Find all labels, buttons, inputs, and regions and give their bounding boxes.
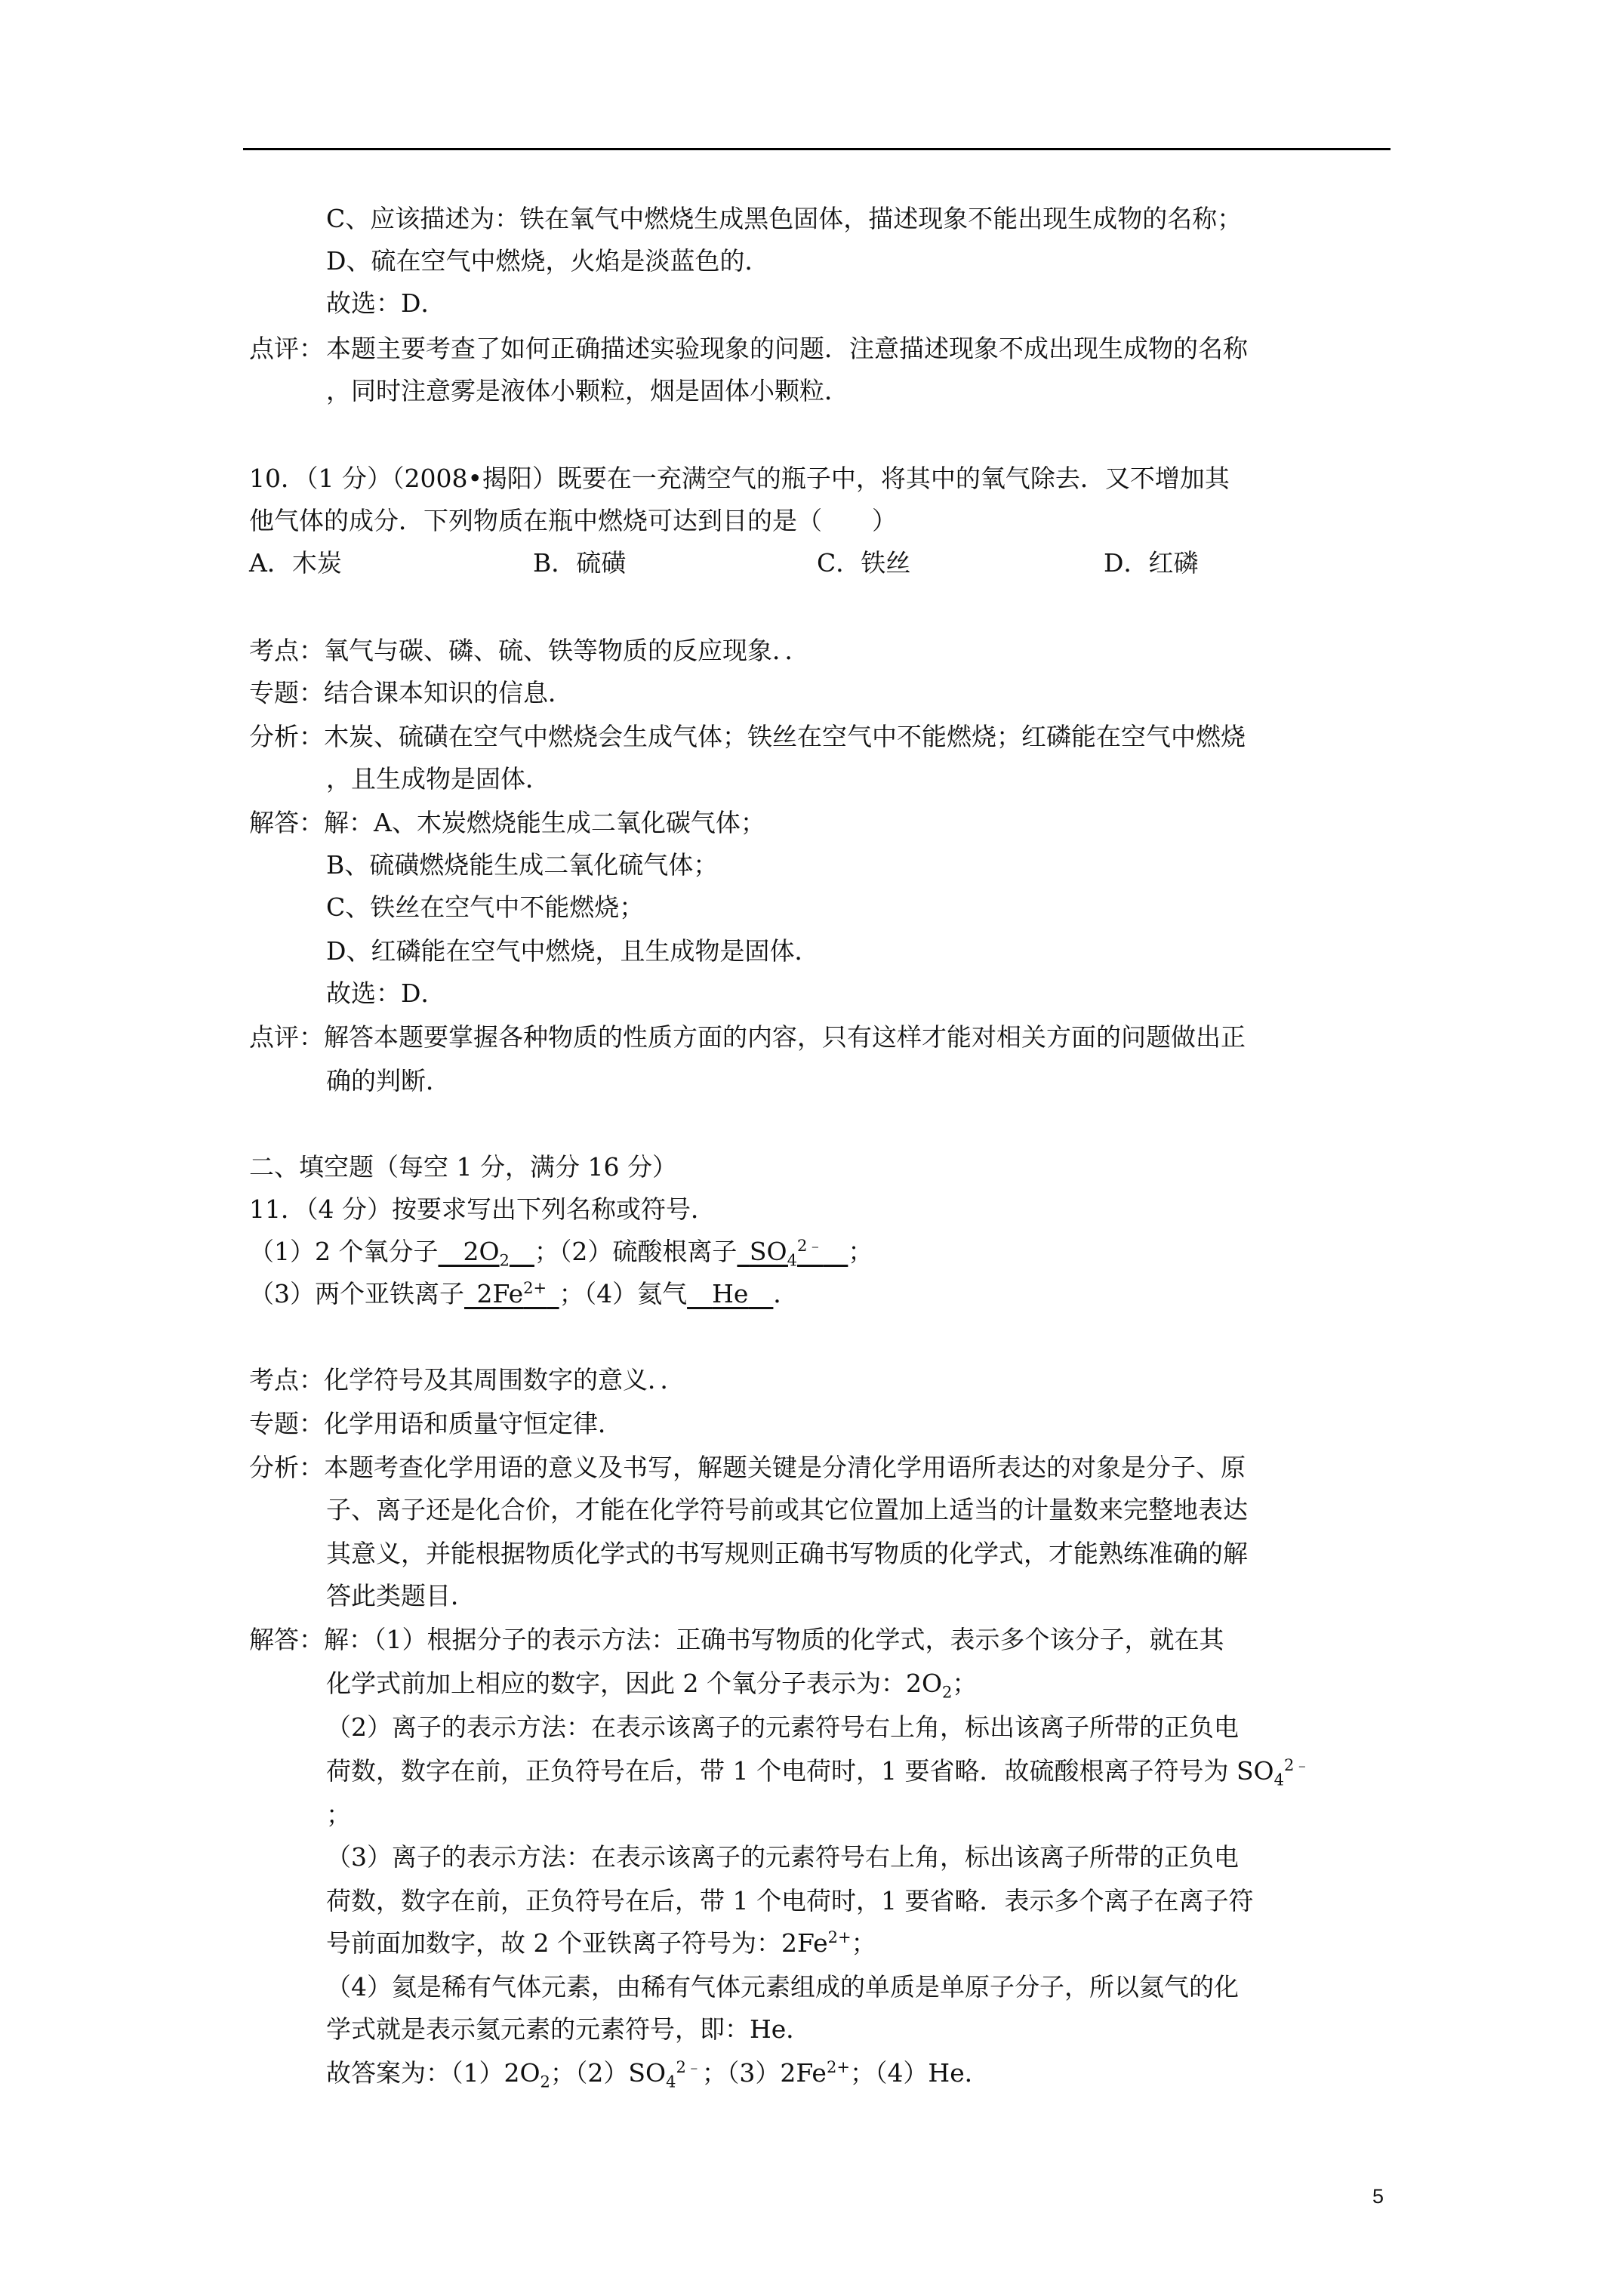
- q10-option-a: A．木炭: [249, 548, 342, 578]
- q11-jieda-line-6: （3）离子的表示方法：在表示该离子的元素符号右上角，标出该离子所带的正负电: [326, 1842, 1239, 1872]
- q11-part-4-answer: He: [712, 1279, 749, 1308]
- q11-jieda-line-5: ；: [326, 1800, 351, 1829]
- q11-jieda-line-10: 学式就是表示氦元素的元素符号，即：He．: [326, 2014, 812, 2044]
- q11-jieda-line-4: 荷数，数字在前，正负符号在后，带 1 个电荷时，1 要省略．故硫酸根离子符号为 $SO_4^{2﹣}$: [326, 1756, 1310, 1789]
- q10-fenxi-line-2: ，且生成物是固体．: [326, 764, 550, 794]
- q9-comment-line-1: 本题主要考查了如何正确描述实验现象的问题．注意描述现象不成出现生成物的名称: [326, 334, 1248, 363]
- q10-option-d: D．红磷: [1104, 548, 1199, 578]
- q11-fenxi-line-4: 答此类题目．: [326, 1581, 476, 1610]
- q11-jieda-line-1: 解答：解：（1）根据分子的表示方法：正确书写物质的化学式，表示多个该分子，就在其: [249, 1625, 1224, 1654]
- q11-jieda-line-3: （2）离子的表示方法：在表示该离子的元素符号右上角，标出该离子所带的正负电: [326, 1712, 1239, 1742]
- q11-jieda-line-8: 号前面加数字，故 2 个亚铁离子符号为：$2Fe^{2+}$；: [326, 1928, 876, 1958]
- q11-final-answer: 故答案为：$(1)2O_2$；$(2)SO_4^{2﹣}$；$(3)2Fe^{2+}$；（4）He．: [326, 2058, 990, 2091]
- q9-comment-line-2: ，同时注意雾是液体小颗粒，烟是固体小颗粒．: [326, 376, 849, 405]
- q11-part-1-prompt: （1）2 个氧分子: [249, 1237, 439, 1266]
- q10-jieda-line-4: D、红磷能在空气中燃烧，且生成物是固体．: [326, 936, 820, 966]
- q11-fenxi-line-2: 子、离子还是化合价，才能在化学符号前或其它位置加上适当的计量数来完整地表达: [326, 1495, 1248, 1524]
- q11-fenxi-line-1: 分析：本题考查化学用语的意义及书写，解题关键是分清化学用语所表达的对象是分子、原: [249, 1453, 1246, 1482]
- q10-option-c: C．铁丝: [817, 548, 911, 578]
- q10-jieda-line-3: C、铁丝在空气中不能燃烧；: [326, 892, 645, 922]
- q10-jieda-line-5: 故选：D．: [326, 978, 446, 1008]
- q9-comment-label: 点评：: [249, 334, 324, 363]
- q11-kaodian: 考点：化学符号及其周围数字的意义．．: [249, 1365, 685, 1395]
- q10-fenxi-line-1: 分析：木炭、硫磺在空气中燃烧会生成气体；铁丝在空气中不能燃烧；红磷能在空气中燃烧: [249, 722, 1246, 751]
- q11-fill-line-2: （3）两个亚铁离子 $2Fe^{2+}$ ；（4）氦气 He ．: [249, 1279, 799, 1308]
- q9-answer: 故选：D．: [326, 288, 446, 318]
- q10-stem-line-1: 10．（1 分）（2008•揭阳）既要在一充满空气的瓶子中，将其中的氧气除去．又不增加其: [249, 464, 1230, 493]
- q11-part-3-answer: $2Fe^{2+}$: [476, 1279, 547, 1308]
- q11-jieda-line-2: 化学式前加上相应的数字，因此 2 个氧分子表示为：$2O_2$；: [326, 1669, 978, 1702]
- q10-dianping-line-2: 确的判断．: [326, 1066, 451, 1096]
- q10-jieda-line-2: B、硫磺燃烧能生成二氧化硫气体；: [326, 850, 719, 880]
- header-rule: [243, 148, 1390, 150]
- q11-part-4-prompt: ；（4）氦气: [559, 1279, 688, 1308]
- q11-jieda-line-9: （4）氦是稀有气体元素，由稀有气体元素组成的单质是单原子分子，所以氦气的化: [326, 1972, 1239, 2002]
- q10-option-b: B．硫磺: [533, 548, 627, 578]
- q9-option-d-explanation: D、硫在空气中燃烧，火焰是淡蓝色的．: [326, 246, 770, 276]
- q11-fenxi-line-3: 其意义，并能根据物质化学式的书写规则正确书写物质的化学式，才能熟练准确的解: [326, 1539, 1248, 1568]
- q10-stem-line-2: 他气体的成分．下列物质在瓶中燃烧可达到目的是（ ）: [249, 506, 897, 535]
- q11-part-2-answer: $SO_4^{2﹣}$: [749, 1237, 824, 1270]
- q11-zhuanti: 专题：化学用语和质量守恒定律．: [249, 1409, 623, 1438]
- q11-fill-line-1: （1）2 个氧分子 $2O_2$ ；（2）硫酸根离子 $SO_4^{2﹣}$ ；: [249, 1237, 873, 1270]
- section-2-title: 二、填空题（每空 1 分，满分 16 分）: [249, 1152, 677, 1182]
- q10-kaodian: 考点：氧气与碳、磷、硫、铁等物质的反应现象．．: [249, 636, 810, 665]
- q11-part-3-prompt: （3）两个亚铁离子: [249, 1279, 464, 1308]
- q10-zhuanti: 专题：结合课本知识的信息．: [249, 678, 573, 707]
- q11-part-1-answer: $2O_2$: [463, 1237, 510, 1270]
- q11-part-2-prompt: ；（2）硫酸根离子: [534, 1237, 738, 1266]
- q9-option-c-explanation: C、应该描述为：铁在氧气中燃烧生成黑色固体，描述现象不能出现生成物的名称；: [326, 204, 1243, 233]
- q11-stem: 11．（4 分）按要求写出下列名称或符号．: [249, 1194, 716, 1224]
- q11-jieda-line-7: 荷数，数字在前，正负符号在后，带 1 个电荷时，1 要省略．表示多个离子在离子符: [326, 1886, 1254, 1915]
- q10-jieda-line-1: 解答：解：A、木炭燃烧能生成二氧化碳气体；: [249, 808, 765, 837]
- q10-dianping-line-1: 点评：解答本题要掌握各种物质的性质方面的内容，只有这样才能对相关方面的问题做出正: [249, 1022, 1246, 1052]
- page-number: 5: [1372, 2185, 1384, 2208]
